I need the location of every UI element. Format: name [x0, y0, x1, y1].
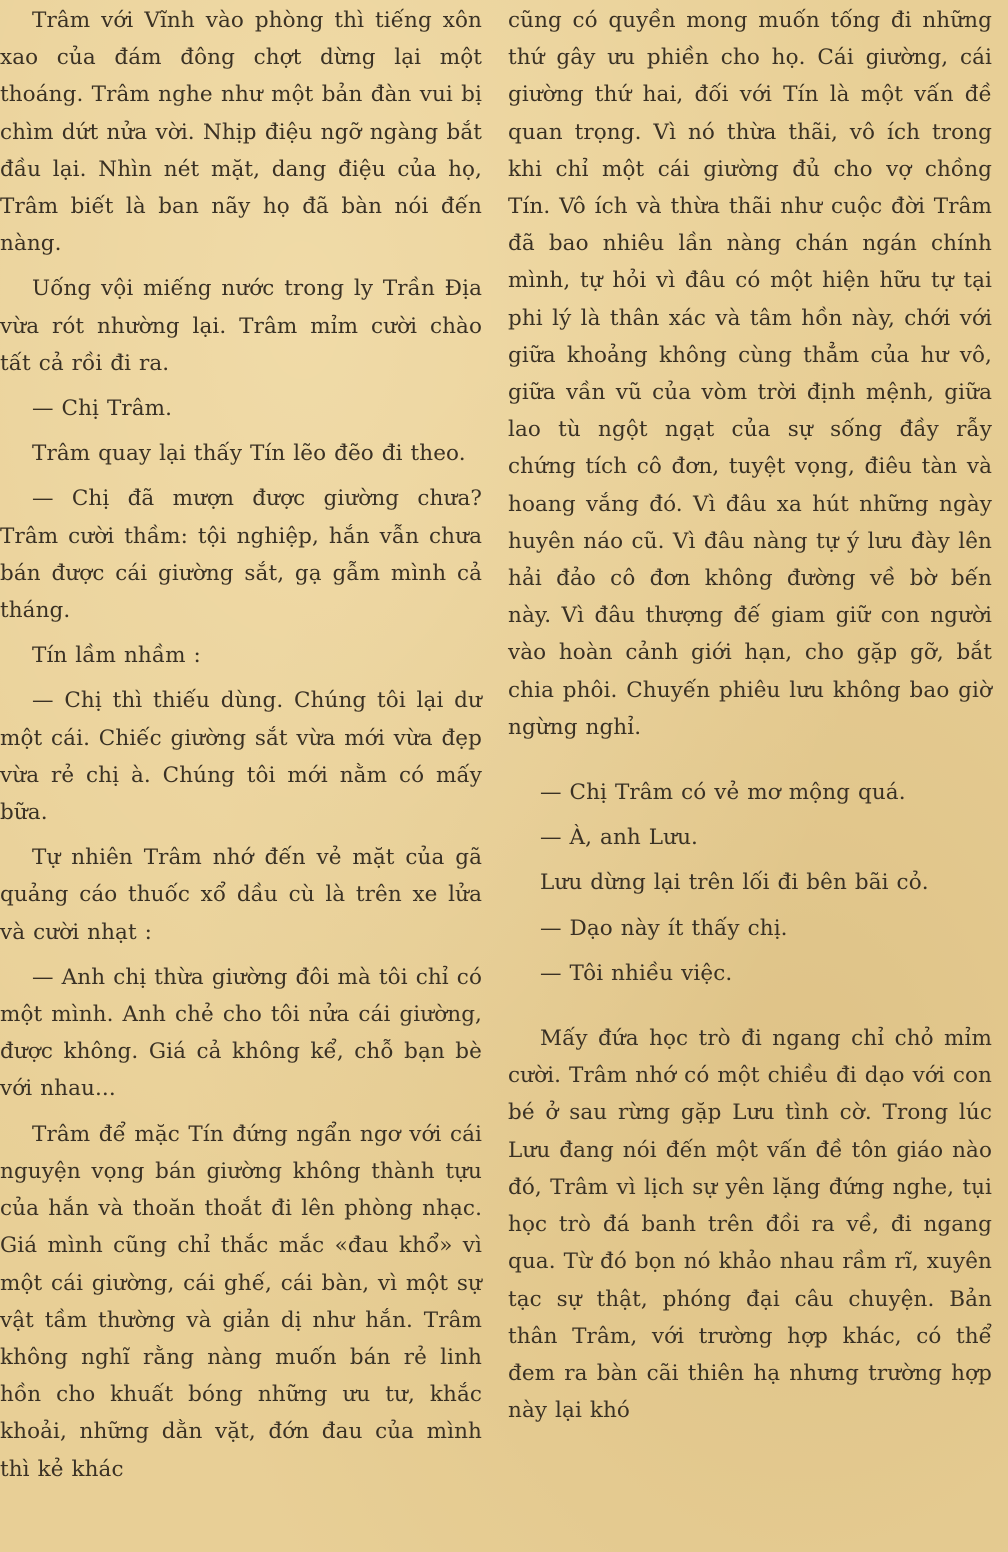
paragraph: Trâm với Vĩnh vào phòng thì tiếng xôn xao của đám đông chợt dừng lại một thoáng. Trâm nghe như một bản đàn vui bị chìm dứt nửa vời. Nhịp điệu ngỡ ngàng bắt đầu lại. Nhìn nét mặt, dang điệu của họ, Trâm biết là ban nãy họ đã bàn nói đến nàng. — [0, 8, 482, 257]
paragraph: Trâm để mặc Tín đứng ngẩn ngơ với cái nguyện vọng bán giường không thành tựu của hắn và thoăn thoắt đi lên phòng nhạc. Giá mình cũng chỉ thắc mắc «đau khổ» vì một cái giường, cái ghế, cái bàn, vì một sự vật tầm thường và giản dị như hắn. Trâm không nghĩ rằng nàng muốn bán rẻ linh hồn cho khuất bóng những ưu tư, khắc khoải, những dằn vặt, đớn đau của mình thì kẻ khác — [0, 1121, 482, 1482]
dialogue-line: — Chị thì thiếu dùng. Chúng tôi lại dư một cái. Chiếc giường sắt vừa mới vừa đẹp vừa rẻ chị à. Chúng tôi mới nằm có mấy bữa. — [0, 688, 482, 826]
paragraph: Trâm quay lại thấy Tín lẽo đẽo đi theo. — [32, 441, 466, 467]
paragraph: Tự nhiên Trâm nhớ đến vẻ mặt của gã quảng cáo thuốc xổ dầu cù là trên xe lửa và cười nhạt : — [0, 845, 482, 945]
dialogue-line: — À, anh Lưu. — [540, 825, 698, 851]
paragraph: Mấy đứa học trò đi ngang chỉ chỏ mỉm cười. Trâm nhớ có một chiều đi dạo với con bé ở sau rừng gặp Lưu tình cờ. Trong lúc Lưu đang nói đến một vấn đề tôn giáo nào đó, Trâm vì lịch sự yên lặng đứng nghe, tụi học trò đá banh trên đồi ra về, đi ngang qua. Từ đó bọn nó khảo nhau rầm rĩ, xuyên tạc sự thật, phóng đại câu chuyện. Bản thân Trâm, với trường hợp khác, có thể đem ra bàn cãi thiên hạ nhưng trường hợp này lại khó — [508, 1026, 992, 1424]
dialogue-line: — Dạo này ít thấy chị. — [540, 915, 788, 941]
dialogue-line: — Tôi nhiều việc. — [540, 960, 733, 986]
paragraph: cũng có quyền mong muốn tống đi những thứ gây ưu phiền cho họ. Cái giường, cái giường thứ hai, đối với Tín là một vấn đề quan trọng. Vì nó thừa thãi, vô ích trong khi chỉ một cái giường đủ cho vợ chồng Tín. Vô ích và thừa thãi như cuộc đời Trâm đã bao nhiêu lần nàng chán ngán chính mình, tự hỏi vì đâu có một hiện hữu tự tại phi lý là thân xác và tâm hồn này, chới với giữa khoảng không cùng thẳm của hư vô, giữa vần vũ của vòm trời định mệnh, giữa lao tù ngột ngạt của sự sống đầy rẫy chứng tích cô đơn, tuyệt vọng, điêu tàn và hoang vắng đó. Vì đâu xa hút những ngày huyên náo cũ. Vì đâu nàng tự ý lưu đày lên hải đảo cô đơn không đường về bờ bến này. Vì đâu thượng đế giam giữ con người vào hoàn cảnh giới hạn, cho gặp gỡ, bắt chia phôi. Chuyến phiêu lưu không bao giờ ngừng nghỉ. — [508, 8, 992, 740]
right-column — [508, 2, 992, 1429]
paragraph: Tín lầm nhầm : — [32, 643, 201, 669]
paragraph: Lưu dừng lại trên lối đi bên bãi cỏ. — [540, 870, 929, 896]
paragraph: Uống vội miếng nước trong ly Trần Địa vừa rót nhường lại. Trâm mỉm cười chào tất cả rồi đi ra. — [0, 276, 482, 376]
dialogue-line: — Chị Trâm. — [32, 396, 173, 422]
dialogue-line: — Anh chị thừa giường đôi mà tôi chỉ có một mình. Anh chẻ cho tôi nửa cái giường, được không. Giá cả không kể, chỗ bạn bè với nhau... — [0, 964, 482, 1102]
left-column — [0, 2, 482, 1488]
dialogue-line: — Chị Trâm có vẻ mơ mộng quá. — [540, 780, 906, 806]
dialogue-line: — Chị đã mượn được giường chưa? Trâm cười thầm: tội nghiệp, hắn vẫn chưa bán được cái giường sắt, gạ gẫm mình cả tháng. — [0, 486, 482, 624]
